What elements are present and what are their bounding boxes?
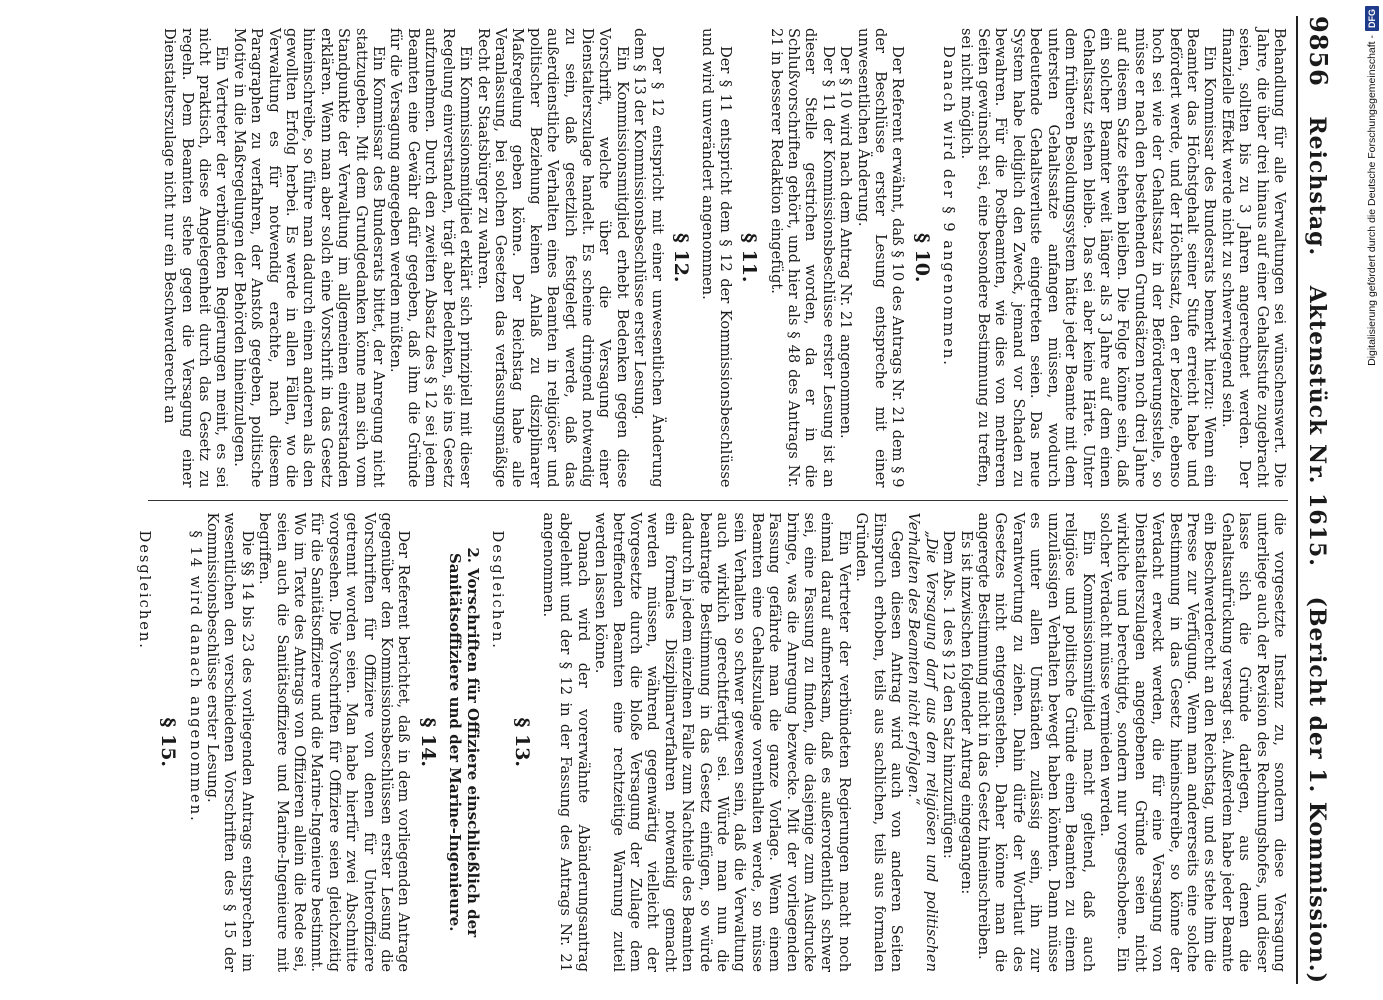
paragraph: Ein Kommissar des Bundesrats bittet, der Anregung nicht stattzugeben. Mit dem Grundgedanken könne man sich vom Standpunkte der Verwaltung im allgemeinen einverstanden erklären. Wenn man aber solch eine Vorschrift in das Gesetz hineinschreibe, so führe man dadurch einen anderen als den gewollten Erfolg herbei. Es werde in allen Fällen, wo die Verwaltung es für notwendig erachte, nach diesem Paragraphen zu verfahren, der Anstoß gegeben, politische Motive in die Maßregelungen der Behörden hineinzulegen. [230, 28, 388, 488]
text-columns [135, 16, 1288, 984]
paragraph: Der § 12 entspricht mit einer unwesentlichen Änderung dem § 13 der Kommissionsbeschlüsse erster Lesung. [631, 28, 666, 488]
subsection-heading: 2. Vorschriften für Offiziere einschließlich der Sanitätsoffiziere und der Marine-Ingenieure. [446, 547, 482, 938]
section-heading-11: § 11. [738, 232, 761, 283]
paragraph: Ein Kommissionsmitglied erklärt sich prinzipiell mit dieser Regelung einverstanden, trägt aber Bedenken, sie ins Gesetz aufzunehmen. Durch den zweiten Absatz des § 12 sei jedem Beamten eine Gewähr dafür gegeben, daß ihm die Gründe für die Versagung angegeben werden müßten. [387, 28, 475, 488]
paragraph: Der § 10 wird nach dem Antrag Nr. 21 angenommen. [837, 46, 855, 439]
header-left-title: Reichstag. [1304, 116, 1330, 257]
right-column [135, 500, 1288, 985]
paragraph: Ein Kommissionsmitglied macht geltend, daß auch religiöse und politische Gründe einen Beamten zu einem unzulässigen Verhalten bewegt haben könnten. Dann müsse es unter allen Umständen zulässig sein, ihn zur Verantwortung zu ziehen. Dahin dürfe der Wortlaut des Gesetzes nicht entgegenstehen. Daher könne man die angeregte Bestimmung nicht in das Gesetz hineinschreiben. [975, 512, 1097, 972]
left-column [148, 16, 1288, 500]
paragraph: Ein Vertreter der verbündeten Regierungen meint, es sei nicht praktisch, diese Angelegenheit durch das Gesetz zu regeln. Dem Beamten stehe gegen die Versagung einer Dienstalterszulage nicht nur ein Beschwerderecht an [161, 28, 231, 488]
paragraph: § 14 wird danach angenommen. [186, 530, 204, 823]
section-heading-14: § 14. [416, 717, 439, 768]
paragraph: Ein Vertreter der verbündeten Regierungen macht noch einmal darauf aufmerksam, daß es außerordentlich schwer sei, eine Fassung zu finden, die dasjenige zum Ausdrucke bringe, was die Anregung bezwecke. Mit der vorliegenden Fassung gefährde man die ganze Vorlage. Wenn einem Beamten eine Gehaltszulage vorenthalten werde, so müsse sein Verhalten so schwer gewesen sein, daß die Verwaltung auch wirklich gerechtfertigt sei. Würde man nun die beantragte Bestimmung in das Gesetz einfügen, so würde dadurch in jedem einzelnen Falle zum Nachteile des Beamten ein formales Disziplinarverfahren notwendig gemacht werden müssen, während gegenwärtig vielleicht der Vorgesetzte durch die bloße Versagung der Zulage dem betreffenden Beamten eine rechtzeitige Warnung zuteil werden lassen könne. [592, 512, 853, 972]
paragraph: Danach wird der § 9 angenommen. [940, 46, 958, 367]
paragraph: die vorgesetzte Instanz zu, sondern diese Versagung unterliege auch der Revision des Rechnungshofes, und dieser lasse sich die Gründe darlegen, aus denen die Gehaltsaufrückung versagt sei. Außerdem habe jeder Beamte ein Beschwerderecht an den Reichstag, und es stehe ihm die Presse zur Verfügung. Wenn man andererseits eine solche Bestimmung in das Gesetz hineinschreibe, so könne der Verdacht erweckt werden, die für eine Versagung von Dienstalterszulagen angegebenen Gründe seien nicht wirkliche und berechtigte, sondern nur vorgeschobene. Ein solcher Verdacht müsse vermieden werden. [1096, 512, 1288, 972]
section-heading-10: § 10. [910, 232, 933, 283]
paragraph: Ein Kommissionsmitglied erhebt Bedenken gegen diese Vorschrift, welche über die Versagung einer Dienstalterszulage handelt. Es scheine dringend notwendig zu sein, daß gesetzlich festgelegt werde, daß das außerdienstliche Verhalten eines Beamten in religiöser und politischer Beziehung keinen Anlaß zu disziplinarer Maßregelung geben könne. Der Reichstag habe alle Veranlassung, bei solchen Gesetzen das verfassungsmäßige Recht der Staatsbürger zu wahren. [474, 28, 631, 488]
paragraph: Desgleichen. [489, 530, 507, 650]
section-heading-12: § 12. [670, 232, 692, 283]
paragraph: Danach wird der vorerwähnte Abänderungsantrag abgelehnt und der § 12 in der Fassung des Antrags Nr. 21 angenommen. [539, 512, 592, 972]
paragraph: Der § 11 der Kommissionsbeschlüsse erster Lesung ist an dieser Stelle gestrichen worden, da er in die Schlußvorschriften gehört, und hier als § 48 des Antrags Nr. 21 in besserer Redaktion eingefügt. [767, 28, 837, 488]
page-number: 9856 [1304, 16, 1333, 87]
header-center-title: Aktenstück Nr. 1615. [1304, 285, 1330, 567]
credit-text: Digitalisierung gefördert durch die Deutsche Forschungsgemeinschaft - [1366, 35, 1378, 366]
paragraph: Dem Abs. 1 des § 12 den Satz hinzuzufügen: [940, 530, 958, 859]
section-heading-13: § 13. [510, 717, 533, 768]
paragraph: Behandlung für alle Verwaltungen sei wünschenswert. Die Jahre, die über drei hinaus auf einer Gehaltsstufe zugebracht seien, sollten bis zu 3 Jahren angerechnet werden. Der finanzielle Effekt werde nicht zu schwerwiegend sein. [1218, 28, 1288, 488]
header-right-title: (Bericht der 1. Kommission.) [1304, 596, 1330, 984]
paragraph: Ein Kommissar des Bundesrats bemerkt hierzu: Wenn ein Beamter das Höchstgehalt seiner Stufe erreicht habe und befördert werde, und der Höchstsatz, den er beziehe, ebenso hoch sei wie der Gehaltssatz in der Beförderungsstelle, so müsse er nach den bestehenden Grundsätzen noch drei Jahre auf diesem Satze stehen bleiben. Die Folge könne sein, daß ein solcher Beamter weit länger als 3 Jahre auf dem einen Gehaltssatz stehen bleibe. Das sei aber keine Härte. Unter dem früheren Besoldungssystem hätte jeder Beamte mit dem untersten Gehaltssatze anfangen müssen, wodurch bedeutende Gehaltsverluste eingetreten seien. Das neue System habe lediglich den Zweck, jemand vor Schaden zu bewahren. Für die Postbeamten, wie dies von mehreren Seiten gewünscht sei, eine besondere Bestimmung zu treffen, sei nicht möglich. [957, 28, 1219, 488]
paragraph: Gegen diesen Antrag wird auch von anderen Seiten Einspruch erhoben, teils aus sachlichen, teils aus formalen Gründen. [853, 512, 906, 972]
paragraph: Die §§ 14 bis 23 des vorliegenden Antrags entsprechen im wesentlichen den verschiedenen Vorschriften des § 15 der Kommissionsbeschlüsse erster Lesung. [204, 512, 256, 972]
paragraph: Desgleichen. [135, 530, 153, 650]
paragraph: Der § 11 entspricht dem § 12 der Kommissionsbeschlüsse und wird unverändert angenommen. [699, 28, 734, 488]
section-heading-15: § 15. [157, 717, 180, 768]
paragraph: Es ist inzwischen folgender Antrag eingegangen: [957, 530, 975, 895]
digitization-credit [1362, 6, 1382, 996]
quoted-amendment: „Die Versagung darf aus dem religiösen und politischen Verhalten des Beamten nicht erfolgen.“ [905, 512, 940, 972]
dfg-logo: DFG [1365, 6, 1379, 31]
paragraph: Der Referent berichtet, daß in dem vorliegenden Antrage gegenüber den Kommissionsbeschlüssen erster Lesung die Vorschriften für Offiziere von denen für Unteroffiziere getrennt worden seien. Man habe hierfür zwei Abschnitte vorgesehen. Die Vorschriften für Offiziere seien gleichzeitig für die Sanitätsoffiziere und die Marine-Ingenieure bestimmt. Wo im Texte des Antrags von Offizieren allein die Rede sei, seien auch die Sanitätsoffiziere und Marine-Ingenieure mit begriffen. [256, 512, 413, 972]
document-page [5, 0, 1345, 1000]
running-head [1296, 16, 1333, 984]
paragraph: Der Referent erwähnt, daß § 10 des Antrags Nr. 21 dem § 9 der Beschlüsse erster Lesung entspreche mit einer unwesentlichen Änderung. [854, 28, 907, 488]
